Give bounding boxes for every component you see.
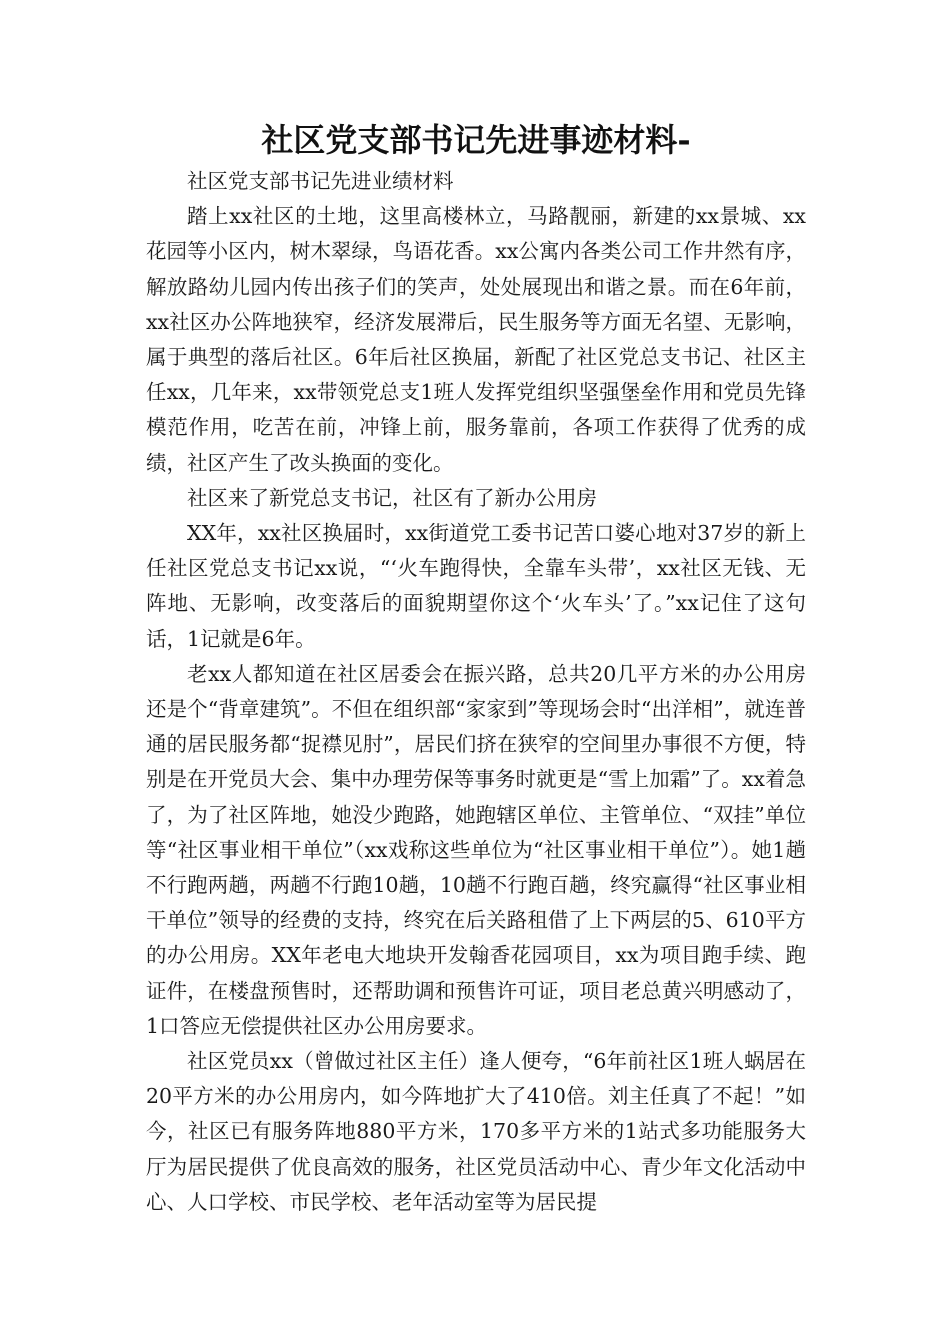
paragraph-section-heading: 社区来了新党总支书记，社区有了新办公用房 bbox=[187, 485, 597, 510]
paragraph: 社区党员xx（曾做过社区主任）逢人便夸，“6年前社区1班人蜗居在20平方米的办公用房内，如今阵地扩大了410倍。刘主任真了不起！”如今，社区已有服务阵地880平方米，170多平方米的1站式多功能服务大厅为居民提供了优良高效的服务，社区党员活动中心、青少年文化活动中心、人口学校、市民学校、老年活动室等为居民提 bbox=[146, 1049, 806, 1214]
document-title: 社区党支部书记先进事迹材料- bbox=[261, 121, 691, 159]
document-body bbox=[146, 164, 806, 1220]
paragraph: 老xx人都知道在社区居委会在振兴路，总共20几平方米的办公用房还是个“背章建筑”。不但在组织部“家家到”等现场会时“出洋相”，就连普通的居民服务都“捉襟见肘”，居民们挤在狭窄的空间里办事很不方便，特别是在开党员大会、集中办理劳保等事务时就更是“雪上加霜”了。xx着急了，为了社区阵地，她没少跑路，她跑辖区单位、主管单位、“双挂”单位等“社区事业相干单位”（xx戏称这些单位为“社区事业相干单位”）。她1趟不行跑两趟，两趟不行跑10趟，10趟不行跑百趟，终究赢得“社区事业相干单位”领导的经费的支持，终究在后关路租借了上下两层的5、610平方的办公用房。XX年老电大地块开发翰香花园项目，xx为项目跑手续、跑证件，在楼盘预售时，还帮助调和预售许可证，项目老总黄兴明感动了，1口答应无偿提供社区办公用房要求。 bbox=[146, 661, 806, 1038]
paragraph: XX年，xx社区换届时，xx街道党工委书记苦口婆心地对37岁的新上任社区党总支书记xx说，“‘火车跑得快，全靠车头带’，xx社区无钱、无阵地、无影响，改变落后的面貌期望你这个‘火车头’了。”xx记住了这句话，1记就是6年。 bbox=[146, 521, 806, 651]
paragraph-subtitle: 社区党支部书记先进业绩材料 bbox=[187, 169, 454, 193]
paragraph: 踏上xx社区的土地，这里高楼林立，马路靓丽，新建的xx景城、xx花园等小区内，树木翠绿，鸟语花香。xx公寓内各类公司工作井然有序，解放路幼儿园内传出孩子们的笑声，处处展现出和谐之景。而在6年前，xx社区办公阵地狭窄，经济发展滞后，民生服务等方面无名望、无影响，属于典型的落后社区。6年后社区换届，新配了社区党总支书记、社区主任xx，几年来，xx带领党总支1班人发挥党组织坚强堡垒作用和党员先锋模范作用，吃苦在前，冲锋上前，服务靠前，各项工作获得了优秀的成绩，社区产生了改头换面的变化。 bbox=[146, 204, 806, 475]
